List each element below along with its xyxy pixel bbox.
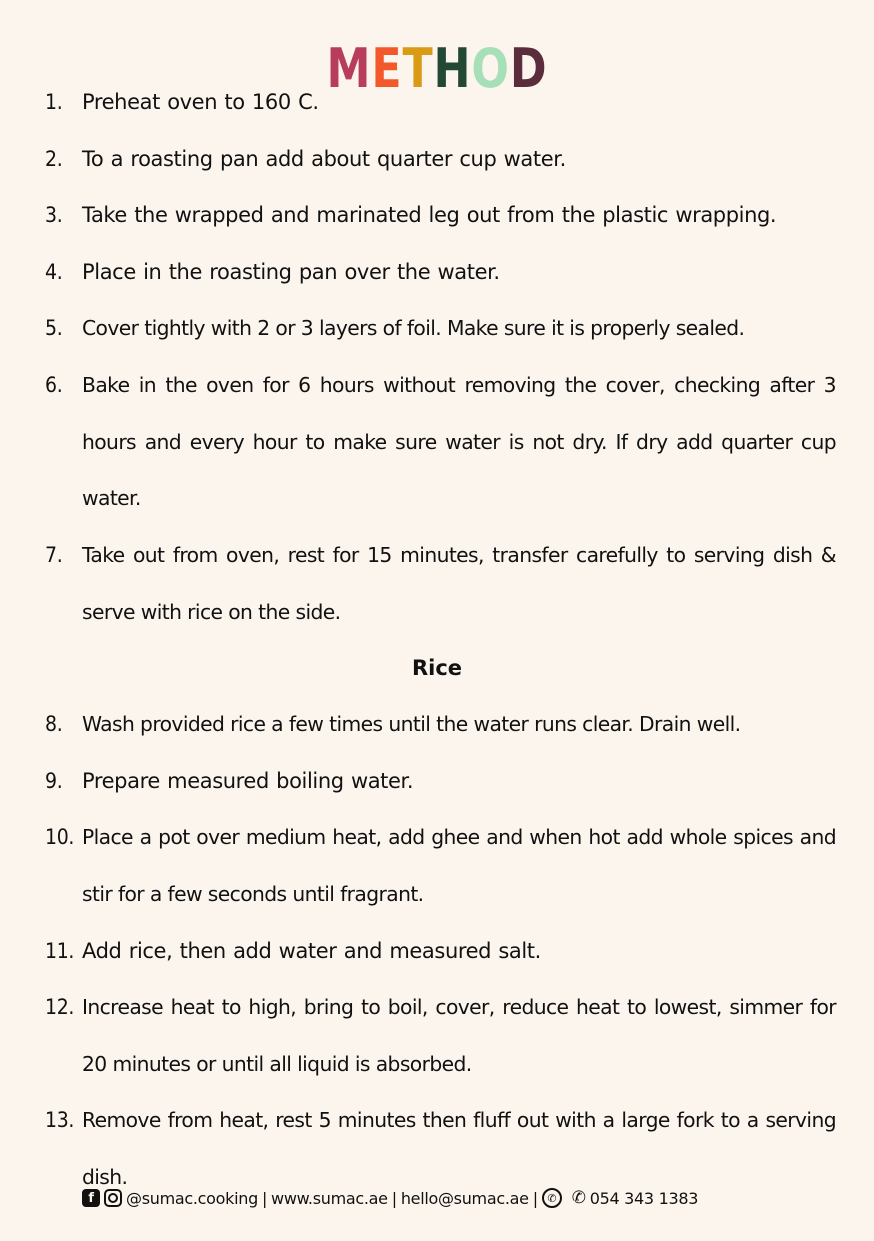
- step-number: 11.: [45, 939, 75, 963]
- step-text: Take the wrapped and marinated leg out from the plastic wrapping.: [82, 203, 777, 227]
- separator: |: [391, 1188, 397, 1208]
- step-text: To a roasting pan add about quarter cup water.: [82, 147, 566, 171]
- facebook-icon[interactable]: f: [82, 1189, 100, 1207]
- step-number: 2.: [45, 147, 63, 171]
- step-number: 9.: [45, 769, 63, 793]
- step-text: Add rice, then add water and measured salt.: [82, 939, 541, 963]
- step-number: 13.: [45, 1108, 75, 1132]
- step-number: 12.: [45, 995, 75, 1019]
- step-number: 1.: [45, 90, 63, 114]
- title-letter: T: [402, 37, 434, 100]
- title-letter: E: [371, 37, 403, 100]
- email-link[interactable]: hello@sumac.ae: [400, 1188, 529, 1208]
- step-text: Place in the roasting pan over the water.: [82, 260, 500, 284]
- step-number: 3.: [45, 203, 63, 227]
- step-text: Wash provided rice a few times until the water runs clear. Drain well.: [82, 712, 741, 736]
- step-text: Bake in the oven for 6 hours without removing the cover, checking after 3 hours and every hour to make sure water is not dry. If dry add quarter cup water.: [82, 373, 836, 511]
- separator: |: [261, 1188, 268, 1208]
- website-link[interactable]: www.sumac.ae: [271, 1188, 388, 1208]
- phone-icon: ✆: [571, 1188, 586, 1208]
- rice-heading: Rice: [411, 656, 463, 680]
- step-text: Take out from oven, rest for 15 minutes, transfer carefully to serving dish & serve with rice on the side.: [82, 543, 836, 624]
- step-number: 10.: [45, 825, 75, 849]
- title-letter: H: [433, 37, 472, 100]
- step-text: Preheat oven to 160 C.: [82, 90, 319, 114]
- instagram-icon[interactable]: [104, 1189, 122, 1207]
- title-letter: M: [326, 37, 372, 100]
- title-letter: O: [471, 37, 510, 100]
- footer-contact: [82, 1185, 698, 1211]
- step-number: 5.: [45, 316, 63, 340]
- step-number: 4.: [45, 260, 63, 284]
- step-number: 8.: [45, 712, 63, 736]
- step-text: Cover tightly with 2 or 3 layers of foil. Make sure it is properly sealed.: [82, 316, 745, 340]
- step-number: 7.: [45, 543, 63, 567]
- step-text: Place a pot over medium heat, add ghee and when hot add whole spices and stir for a few seconds until fragrant.: [82, 825, 836, 906]
- step-text: Increase heat to high, bring to boil, cover, reduce heat to lowest, simmer for 20 minutes or until all liquid is absorbed.: [82, 995, 836, 1076]
- step-text: Remove from heat, rest 5 minutes then fluff out with a large fork to a serving dish.: [82, 1108, 836, 1189]
- step-number: 6.: [45, 373, 63, 397]
- separator: |: [532, 1188, 538, 1208]
- whatsapp-icon[interactable]: ✆: [542, 1188, 562, 1208]
- phone-number[interactable]: 054 343 1383: [589, 1188, 699, 1208]
- step-text: Prepare measured boiling water.: [82, 769, 414, 793]
- title-letter: D: [509, 37, 548, 100]
- social-handle[interactable]: @sumac.cooking: [126, 1188, 258, 1208]
